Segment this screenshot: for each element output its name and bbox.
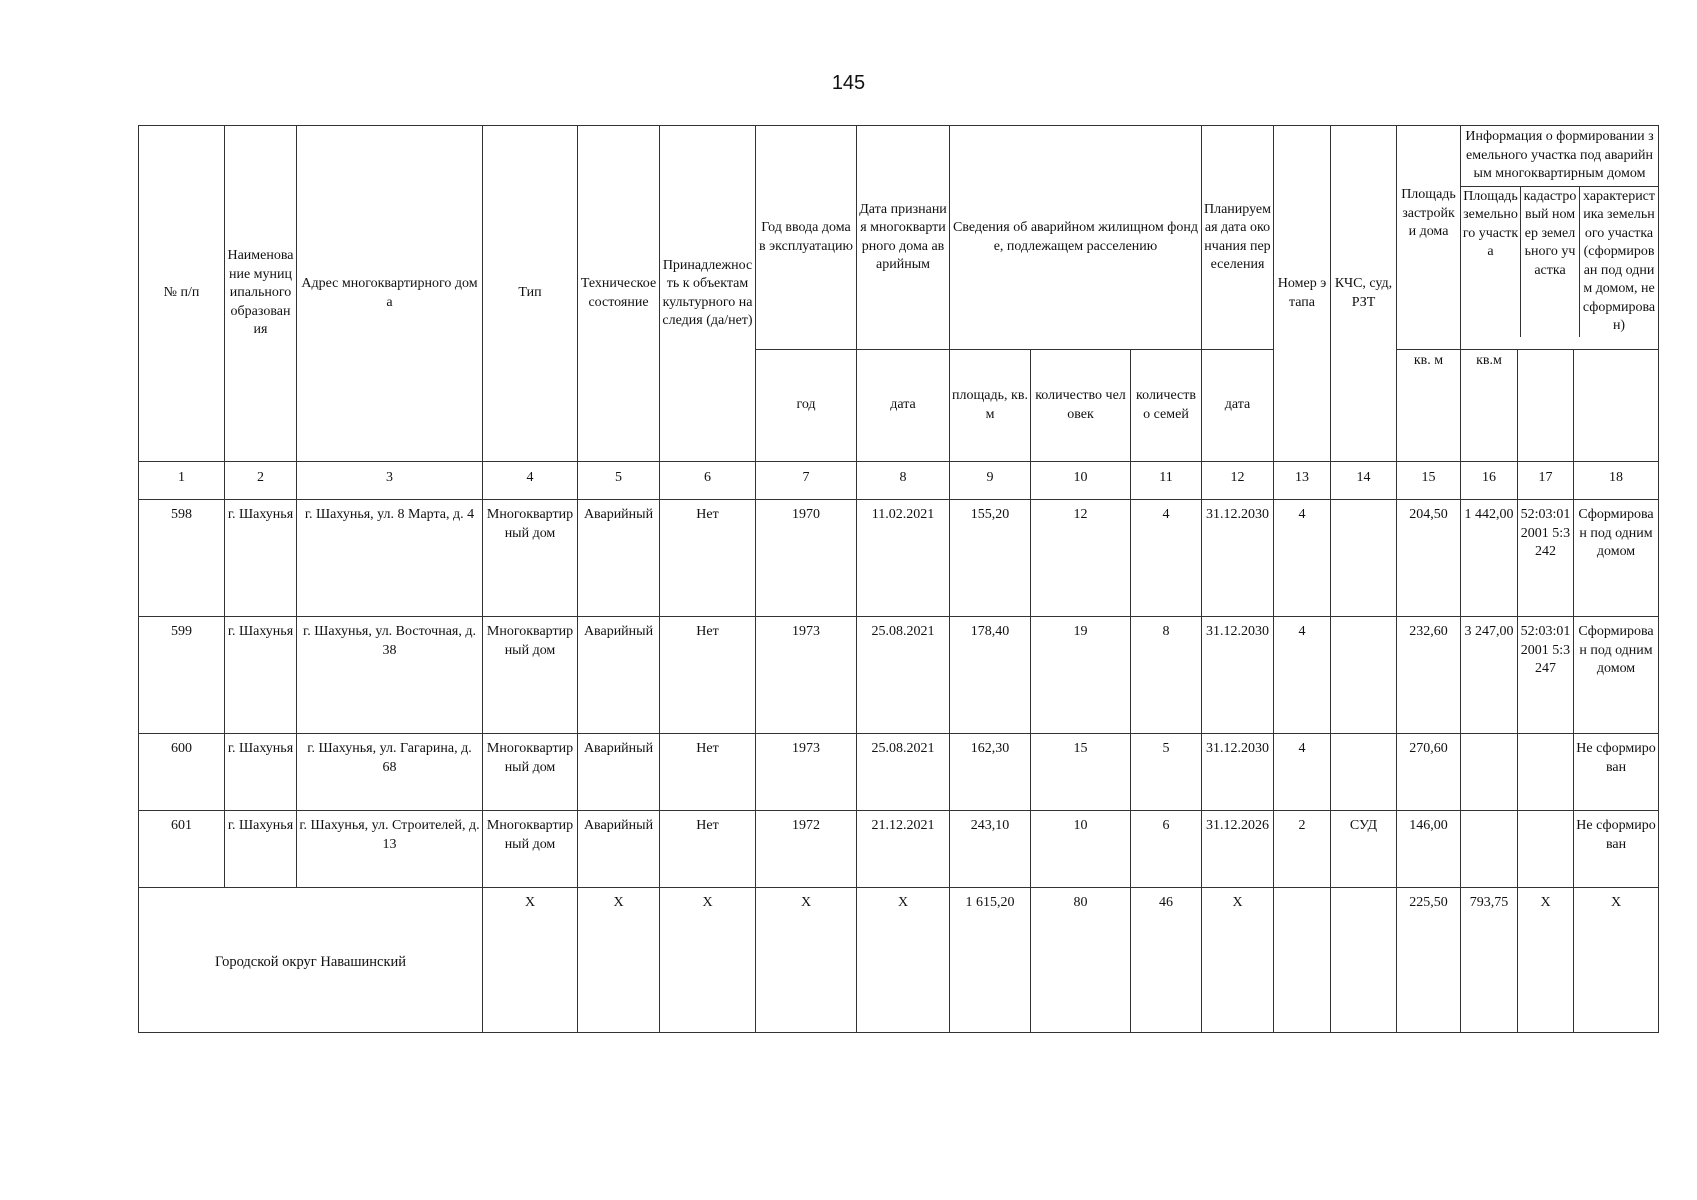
- cell-num: 598: [139, 500, 225, 617]
- cell-people: 15: [1031, 734, 1131, 811]
- cell-recognition-date: 21.12.2021: [857, 811, 950, 888]
- cell-land-status: Не сформирован: [1574, 734, 1659, 811]
- cell-stage: 4: [1274, 734, 1331, 811]
- cell-type: Многоквартирный дом: [483, 811, 578, 888]
- col-num: 12: [1202, 462, 1274, 500]
- header-land-subcolumns: [1461, 187, 1658, 337]
- table-row: [139, 617, 1659, 734]
- cell-kchs: [1331, 617, 1397, 734]
- cell-building-area: 146,00: [1397, 811, 1461, 888]
- cell-land-area: 3 247,00: [1461, 617, 1518, 734]
- cell-recognition-date: 11.02.2021: [857, 500, 950, 617]
- cell-stage: 4: [1274, 617, 1331, 734]
- cell-address: г. Шахунья, ул. Восточная, д. 38: [297, 617, 483, 734]
- col-num: 15: [1397, 462, 1461, 500]
- cell-building-area: 270,60: [1397, 734, 1461, 811]
- cell-address: г. Шахунья, ул. 8 Марта, д. 4: [297, 500, 483, 617]
- cell-year: 1973: [756, 734, 857, 811]
- cell-municipality: г. Шахунья: [225, 617, 297, 734]
- cell-stage: 2: [1274, 811, 1331, 888]
- col-num: 2: [225, 462, 297, 500]
- total-cell: X: [483, 888, 578, 1033]
- cell-year: 1970: [756, 500, 857, 617]
- col-num: 8: [857, 462, 950, 500]
- total-label: Городской округ Навашинский: [139, 888, 483, 1033]
- header-kchs: КЧС, суд, РЗТ: [1331, 126, 1397, 462]
- cell-num: 600: [139, 734, 225, 811]
- header-land-status-cont: [1574, 350, 1659, 462]
- cell-recognition-date: 25.08.2021: [857, 734, 950, 811]
- total-cell: X: [578, 888, 660, 1033]
- cell-area: 178,40: [950, 617, 1031, 734]
- total-building-area: 225,50: [1397, 888, 1461, 1033]
- cell-building-area: 204,50: [1397, 500, 1461, 617]
- total-people: 80: [1031, 888, 1131, 1033]
- total-cell: X: [660, 888, 756, 1033]
- subheader-area: площадь, кв.м: [950, 350, 1031, 462]
- cell-year: 1973: [756, 617, 857, 734]
- cell-municipality: г. Шахунья: [225, 811, 297, 888]
- header-stage: Номер этапа: [1274, 126, 1331, 462]
- col-num: 17: [1518, 462, 1574, 500]
- cell-type: Многоквартирный дом: [483, 734, 578, 811]
- header-address: Адрес многоквартирного дома: [297, 126, 483, 462]
- cell-families: 4: [1131, 500, 1202, 617]
- col-num: 14: [1331, 462, 1397, 500]
- header-municipality: Наименование муниципального образования: [225, 126, 297, 462]
- header-year: Год ввода дома в эксплуатацию: [756, 126, 857, 350]
- cell-address: г. Шахунья, ул. Строителей, д. 13: [297, 811, 483, 888]
- col-num: 5: [578, 462, 660, 500]
- total-cell: [1274, 888, 1331, 1033]
- subheader-year: год: [756, 350, 857, 462]
- cell-recognition-date: 25.08.2021: [857, 617, 950, 734]
- cell-condition: Аварийный: [578, 617, 660, 734]
- col-num: 16: [1461, 462, 1518, 500]
- header-type: Тип: [483, 126, 578, 462]
- cell-cadastral: [1518, 811, 1574, 888]
- header-planned-date: Планируемая дата окончания переселения: [1202, 126, 1274, 350]
- total-cell: X: [1202, 888, 1274, 1033]
- unit-building-area: кв. м: [1397, 350, 1461, 462]
- cell-land-area: [1461, 734, 1518, 811]
- subheader-planned-date: дата: [1202, 350, 1274, 462]
- col-num: 11: [1131, 462, 1202, 500]
- cell-kchs: СУД: [1331, 811, 1397, 888]
- table-row: [139, 811, 1659, 888]
- cell-cadastral: 52:03:012001 5:3242: [1518, 500, 1574, 617]
- header-land-info-title: Информация о формировании земельного участка под аварийным многоквартирным домом: [1461, 126, 1658, 187]
- cell-condition: Аварийный: [578, 811, 660, 888]
- col-num: 7: [756, 462, 857, 500]
- cell-municipality: г. Шахунья: [225, 500, 297, 617]
- cell-stage: 4: [1274, 500, 1331, 617]
- col-num: 6: [660, 462, 756, 500]
- header-emergency-fund: Сведения об аварийном жилищном фонде, подлежащем расселению: [950, 126, 1202, 350]
- subheader-people: количество человек: [1031, 350, 1131, 462]
- header-land-info: [1461, 126, 1659, 350]
- header-number: № п/п: [139, 126, 225, 462]
- total-cell: X: [756, 888, 857, 1033]
- cell-heritage: Нет: [660, 617, 756, 734]
- total-cell: X: [1518, 888, 1574, 1033]
- cell-families: 8: [1131, 617, 1202, 734]
- cell-people: 19: [1031, 617, 1131, 734]
- unit-land-area: кв.м: [1461, 350, 1518, 462]
- cell-year: 1972: [756, 811, 857, 888]
- header-cadastral: кадастровый номер земельного участка: [1521, 187, 1580, 337]
- cell-type: Многоквартирный дом: [483, 617, 578, 734]
- subheader-date: дата: [857, 350, 950, 462]
- table-row: [139, 500, 1659, 617]
- cell-condition: Аварийный: [578, 500, 660, 617]
- col-num: 3: [297, 462, 483, 500]
- col-num: 4: [483, 462, 578, 500]
- cell-land-status: Не сформирован: [1574, 811, 1659, 888]
- cell-planned-date: 31.12.2030: [1202, 500, 1274, 617]
- header-heritage: Принадлежность к объектам культурного наследия (да/нет): [660, 126, 756, 462]
- cell-families: 5: [1131, 734, 1202, 811]
- col-num: 18: [1574, 462, 1659, 500]
- cell-people: 12: [1031, 500, 1131, 617]
- col-num: 13: [1274, 462, 1331, 500]
- cell-land-area: 1 442,00: [1461, 500, 1518, 617]
- cell-kchs: [1331, 500, 1397, 617]
- cell-area: 155,20: [950, 500, 1031, 617]
- cell-kchs: [1331, 734, 1397, 811]
- cell-municipality: г. Шахунья: [225, 734, 297, 811]
- cell-planned-date: 31.12.2030: [1202, 617, 1274, 734]
- col-num: 1: [139, 462, 225, 500]
- cell-families: 6: [1131, 811, 1202, 888]
- header-building-area: Площадь застройки дома: [1397, 126, 1461, 350]
- header-land-status: характеристика земельного участка (сформирован под одним домом, не сформирован): [1582, 188, 1656, 333]
- total-cell: X: [857, 888, 950, 1033]
- cell-area: 162,30: [950, 734, 1031, 811]
- cell-people: 10: [1031, 811, 1131, 888]
- cell-heritage: Нет: [660, 811, 756, 888]
- header-land-area: Площадь земельного участка: [1461, 187, 1521, 337]
- cell-building-area: 232,60: [1397, 617, 1461, 734]
- col-num: 9: [950, 462, 1031, 500]
- cell-address: г. Шахунья, ул. Гагарина, д. 68: [297, 734, 483, 811]
- header-cadastral-cont: [1518, 350, 1574, 462]
- subheader-families: количество семей: [1131, 350, 1202, 462]
- header-condition: Техническое состояние: [578, 126, 660, 462]
- page-number: 145: [831, 72, 866, 94]
- column-number-row: [139, 462, 1659, 500]
- total-area: 1 615,20: [950, 888, 1031, 1033]
- header-row-main: [139, 126, 1659, 350]
- cell-area: 243,10: [950, 811, 1031, 888]
- cell-condition: Аварийный: [578, 734, 660, 811]
- table-row: [139, 734, 1659, 811]
- cell-cadastral: 52:03:012001 5:3247: [1518, 617, 1574, 734]
- cell-land-status: Сформирован под одним домом: [1574, 500, 1659, 617]
- cell-planned-date: 31.12.2026: [1202, 811, 1274, 888]
- col-num: 10: [1031, 462, 1131, 500]
- cell-num: 601: [139, 811, 225, 888]
- cell-heritage: Нет: [660, 734, 756, 811]
- cell-num: 599: [139, 617, 225, 734]
- emergency-housing-table: [138, 125, 1659, 1033]
- header-recognition-date: Дата признания многоквартирного дома аварийным: [857, 126, 950, 350]
- total-cell: [1331, 888, 1397, 1033]
- total-land-area: 793,75: [1461, 888, 1518, 1033]
- total-row: [139, 888, 1659, 1033]
- cell-type: Многоквартирный дом: [483, 500, 578, 617]
- total-cell: X: [1574, 888, 1659, 1033]
- total-families: 46: [1131, 888, 1202, 1033]
- cell-planned-date: 31.12.2030: [1202, 734, 1274, 811]
- cell-land-status: Сформирован под одним домом: [1574, 617, 1659, 734]
- cell-heritage: Нет: [660, 500, 756, 617]
- cell-cadastral: [1518, 734, 1574, 811]
- cell-land-area: [1461, 811, 1518, 888]
